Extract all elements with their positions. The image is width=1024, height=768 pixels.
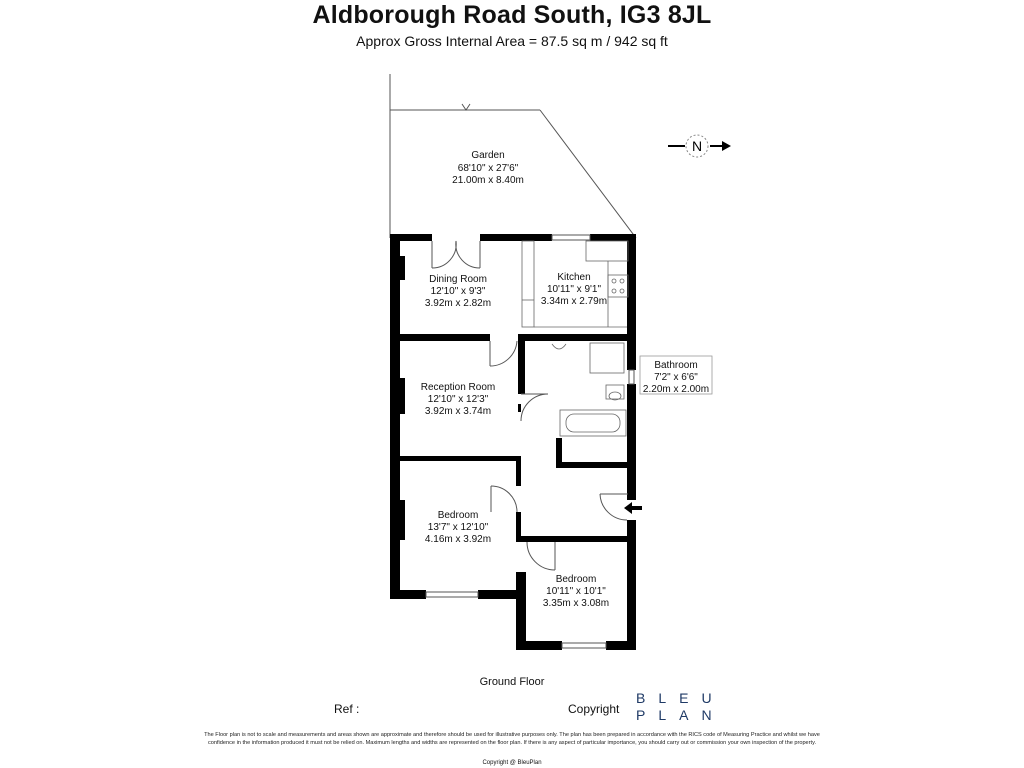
svg-text:Bedroom: Bedroom bbox=[437, 510, 479, 521]
room-label-kitchen bbox=[541, 272, 607, 307]
floor-label: Ground Floor bbox=[479, 676, 545, 688]
north-arrow-icon bbox=[668, 135, 731, 157]
svg-text:Garden: Garden bbox=[471, 150, 505, 161]
svg-text:13'7" x 12'10": 13'7" x 12'10" bbox=[427, 522, 489, 533]
copyright-label: Copyright bbox=[568, 702, 620, 716]
svg-text:2.20m x 2.00m: 2.20m x 2.00m bbox=[642, 384, 710, 395]
svg-text:68'10" x 27'6": 68'10" x 27'6" bbox=[457, 163, 519, 174]
page-subtitle: Approx Gross Internal Area = 87.5 sq m / 942 sq ft bbox=[356, 33, 668, 49]
svg-text:Dining Room: Dining Room bbox=[429, 274, 487, 285]
garden-outline bbox=[390, 74, 636, 238]
logo-line-2: PLAN bbox=[636, 707, 725, 723]
copyright-line: Copyright @ BleuPlan bbox=[482, 760, 542, 766]
compass-letter: N bbox=[691, 138, 703, 154]
logo-line-1: BLEU bbox=[636, 690, 725, 706]
ref-label: Ref : bbox=[334, 702, 360, 716]
room-label-garden bbox=[452, 150, 524, 186]
svg-text:3.92m x 2.82m: 3.92m x 2.82m bbox=[424, 298, 492, 309]
room-label-bedroom-1 bbox=[425, 510, 491, 545]
svg-text:12'10" x 9'3": 12'10" x 9'3" bbox=[430, 286, 486, 297]
svg-text:Bathroom: Bathroom bbox=[654, 360, 698, 371]
room-label-reception-room bbox=[421, 382, 495, 417]
disclaimer-text: The Floor plan is not to scale and measurements and areas shown are approximate and therefore should be used for illustrative purposes only. The plan has been prepared in accordance with the RICS code of Measuring Practice and whilst we have confidence in the information produced it must not be relied on. Maximum lengths and widths are represented on the floor plan. If there is any aspect of particular importance, you should carry out or commission your own inspection of the property. bbox=[204, 732, 820, 746]
room-label-bedroom-2 bbox=[543, 574, 609, 609]
svg-text:7'2" x 6'6": 7'2" x 6'6" bbox=[654, 372, 698, 383]
entrance-arrow-icon bbox=[624, 502, 642, 514]
svg-text:3.92m x 3.74m: 3.92m x 3.74m bbox=[424, 406, 492, 417]
svg-text:Bedroom: Bedroom bbox=[555, 574, 597, 585]
svg-text:10'11" x 9'1": 10'11" x 9'1" bbox=[546, 284, 602, 295]
bleuplan-logo bbox=[636, 690, 725, 724]
svg-text:4.16m x 3.92m: 4.16m x 3.92m bbox=[424, 534, 492, 545]
svg-text:21.00m x 8.40m: 21.00m x 8.40m bbox=[452, 175, 524, 186]
svg-text:Kitchen: Kitchen bbox=[557, 272, 591, 283]
svg-text:3.35m x 3.08m: 3.35m x 3.08m bbox=[542, 598, 610, 609]
room-label-dining-room bbox=[425, 274, 491, 309]
room-label-bathroom bbox=[640, 356, 712, 395]
bathroom-fittings bbox=[552, 343, 626, 436]
page-title: Aldborough Road South, IG3 8JL bbox=[312, 1, 712, 29]
svg-text:12'10" x 12'3": 12'10" x 12'3" bbox=[427, 394, 489, 405]
svg-text:3.34m x 2.79m: 3.34m x 2.79m bbox=[540, 296, 608, 307]
svg-text:10'11" x 10'1": 10'11" x 10'1" bbox=[546, 586, 606, 597]
svg-text:Reception Room: Reception Room bbox=[420, 382, 496, 393]
